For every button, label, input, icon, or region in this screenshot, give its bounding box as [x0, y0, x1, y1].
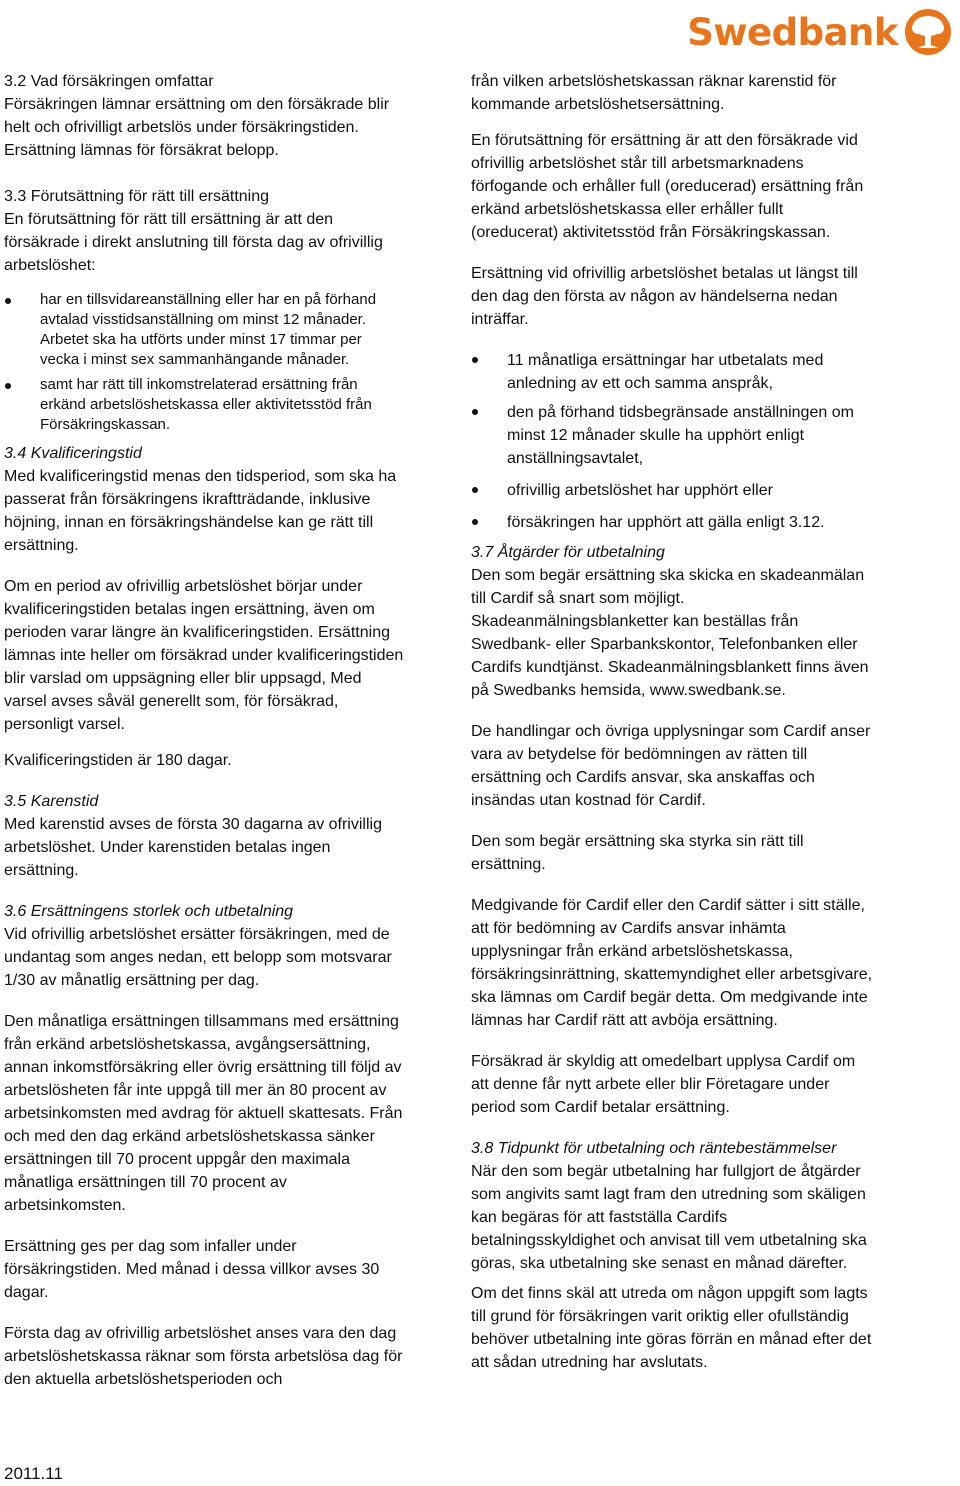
right-column [471, 70, 873, 1374]
section-3-3-heading: 3.3 Förutsättning för rätt till ersättning [4, 188, 270, 205]
section-3-8-heading: 3.8 Tidpunkt för utbetalning och räntebestämmelser [471, 1140, 837, 1157]
section-3-5-text: Med karenstid avses de första 30 dagarna av ofrivillig arbetslöshet. Under karenstiden betalas ingen ersättning. [4, 816, 382, 879]
right-p1: En förutsättning för ersättning är att den försäkrade vid ofrivillig arbetslöshet står till arbetsmarknadens förfogande och erhåller full (oreducerad) ersättning från erkänd arbetslöshetskassa eller erhåller fullt (oreducerat) aktivitetsstöd från Försäkringskassan. [471, 132, 864, 241]
section-3-3-text: En förutsättning för rätt till ersättning är att den försäkrade i direkt anslutning till första dag av ofrivillig arbetslöshet: [4, 211, 383, 274]
brand-name: Swedbank [687, 10, 898, 54]
section-3-4-p3: Kvalificeringstiden är 180 dagar. [4, 752, 232, 769]
section-3-7-heading: 3.7 Åtgärder för utbetalning [471, 544, 665, 561]
section-3-4-heading: 3.4 Kvalificeringstid [4, 445, 142, 462]
section-3-4-p2: Om en period av ofrivillig arbetslöshet börjar under kvalificeringstiden betalas ingen ersättning, även om perioden varar längre än kvalificeringstiden. Ersättning lämnas inte heller om försäkrad under kvalificeringstiden blir varslad om uppsägning eller blir uppsagd, Med varsel avses såväl generellt som, för försäkrad, personligt varsel. [4, 578, 404, 733]
section-3-8-p1: När den som begär utbetalning har fullgjort de åtgärder som angivits samt lagt fram den utredning som skäligen kan begäras för att fastställa Cardifs betalningsskyldighet och anvisat till vem utbetalning ska göras, ska utbetalning ske senast en månad därefter. [471, 1163, 867, 1272]
bullet-item: har en tillsvidareanställning eller har en på förhand avtalad visstidsanställning om minst 12 månader. Arbetet ska ha utförts under minst 17 timmar per vecka i minst sex sammanhängande månader. [4, 290, 404, 370]
bullet-item: ofrivillig arbetslöshet har upphört eller [471, 479, 873, 502]
bullet-item: 11 månatliga ersättningar har utbetalats med anledning av ett och samma anspråk, [471, 349, 873, 395]
section-3-7-p3: Den som begär ersättning ska styrka sin rätt till ersättning. [471, 833, 804, 873]
section-3-6-p3: Ersättning ges per dag som infaller under försäkringstiden. Med månad i dessa villkor avses 30 dagar. [4, 1238, 380, 1301]
section-3-6-p1: Vid ofrivillig arbetslöshet ersätter försäkringen, med de undantag som anges nedan, ett belopp som motsvarar 1/30 av månatlig ersättning per dag. [4, 926, 392, 989]
section-3-6-p2: Den månatliga ersättningen tillsammans med ersättning från erkänd arbetslöshetskassa, avgångsersättning, annan inkomstförsäkring eller övrig ersättning till följd av arbetslösheten får inte uppgå till mer än 80 procent av arbetsinkomsten med avdrag för aktuell skattesats. Från och med den dag erkänd arbetslöshetskassa sänker ersättningen till 70 procent uppgår den maximala månatliga ersättningen till 70 procent av arbetsinkomsten. [4, 1013, 403, 1214]
bullet-item: den på förhand tidsbegränsade anställningen om minst 12 månader skulle ha upphört enligt anställningsavtalet, [471, 401, 873, 470]
section-3-5-heading: 3.5 Karenstid [4, 793, 99, 810]
section-3-8-p2: Om det finns skäl att utreda om någon uppgift som lagts till grund för försäkringen varit oriktig eller ofullständig behöver utbetalning inte göras förrän en månad efter det att sådan utredning har avslutats. [471, 1285, 872, 1371]
continued-text: från vilken arbetslöshetskassan räknar karenstid för kommande arbetslöshetsersättning. [471, 73, 837, 113]
section-3-7-p5: Försäkrad är skyldig att omedelbart upplysa Cardif om att denne får nytt arbete eller blir Företagare under period som Cardif betalar ersättning. [471, 1053, 856, 1116]
bullet-item: försäkringen har upphört att gälla enligt 3.12. [471, 511, 873, 534]
section-3-7-p1: Den som begär ersättning ska skicka en skadeanmälan till Cardif så snart som möjligt. Skadeanmälningsblanketter kan beställas från Swedbank- eller Sparbankskontor, Telefonbanken eller Cardifs kundtjänst. Skadeanmälningsblankett finns även på Swedbanks hemsida, www.swedbank.se. [471, 567, 869, 699]
section-3-6-heading: 3.6 Ersättningens storlek och utbetalning [4, 903, 294, 920]
oak-tree-icon [904, 8, 952, 56]
left-column [4, 70, 404, 1391]
section-3-4-p1: Med kvalificeringstid menas den tidsperiod, som ska ha passerat från försäkringens ikraftträdande, inklusive höjning, innan en försäkringshändelse kan ge rätt till ersättning. [4, 468, 397, 554]
section-3-2-text: Försäkringen lämnar ersättning om den försäkrade blir helt och ofrivilligt arbetslös under försäkringstiden. Ersättning lämnas för försäkrat belopp. [4, 96, 390, 159]
section-3-6-p4: Första dag av ofrivillig arbetslöshet anses vara den dag arbetslöshetskassa räknar som första arbetslösa dag för den aktuella arbetslöshetsperioden och [4, 1325, 403, 1388]
termination-bullets [471, 349, 873, 534]
section-3-7-p2: De handlingar och övriga upplysningar som Cardif anser vara av betydelse för bedömningen av rätten till ersättning och Cardifs ansvar, ska anskaffas och insändas utan kostnad för Cardif. [471, 723, 871, 809]
right-p2: Ersättning vid ofrivillig arbetslöshet betalas ut längst till den dag den första av någon av händelserna nedan inträffar. [471, 265, 858, 328]
swedbank-logo [652, 6, 952, 58]
section-3-2-heading: 3.2 Vad försäkringen omfattar [4, 73, 214, 90]
section-3-3-bullets [4, 290, 404, 435]
footer-date: 2011.11 [4, 1464, 63, 1483]
section-3-7-p4: Medgivande för Cardif eller den Cardif sätter i sitt ställe, att för bedömning av Cardifs ansvar inhämta upplysningar från erkänd arbetslöshetskassa, försäkringsinrättning, skattemyndighet eller arbetsgivare, ska lämnas om Cardif begär detta. Om medgivande inte lämnas har Cardif rätt att avböja ersättning. [471, 897, 873, 1029]
bullet-item: samt har rätt till inkomstrelaterad ersättning från erkänd arbetslöshetskassa eller aktivitetsstöd från Försäkringskassan. [4, 375, 404, 435]
